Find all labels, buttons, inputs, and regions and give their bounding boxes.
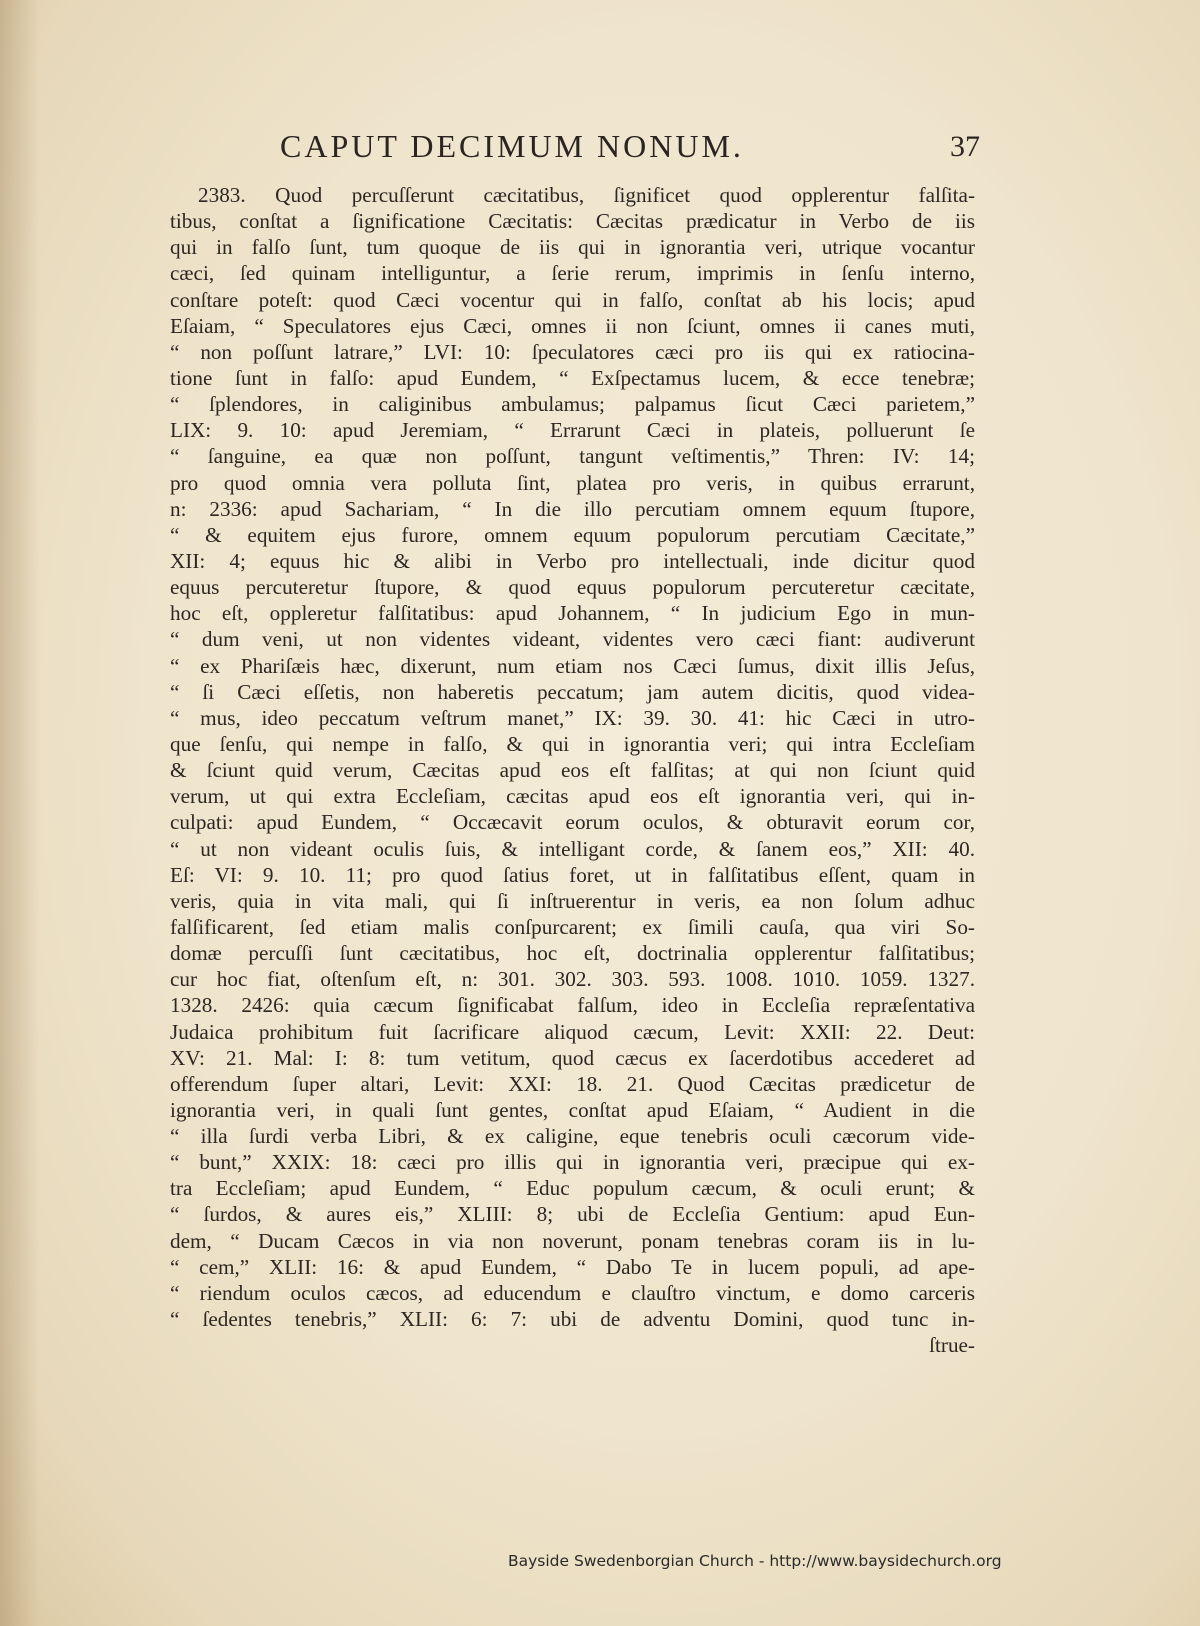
text-line: conſtare poteſt: quod Cæci vocentur qui in falſo, conſtat ab his locis; apud bbox=[170, 287, 975, 312]
text-line: culpati: apud Eundem, “ Occæcavit eorum oculos, & obturavit eorum cor, bbox=[170, 810, 975, 835]
text-line: pro quod omnia vera polluta ſint, platea pro veris, in quibus errarunt, bbox=[170, 470, 975, 495]
text-line: “ ut non videant oculis ſuis, & intelligant corde, & ſanem eos,” XII: 40. bbox=[170, 836, 975, 861]
text-line: “ bunt,” XXIX: 18: cæci pro illis qui in ignorantia veri, præcipue qui ex- bbox=[170, 1150, 975, 1175]
text-line: dem, “ Ducam Cæcos in via non noverunt, ponam tenebras coram iis in lu- bbox=[170, 1228, 975, 1253]
text-line: domæ percuſſi ſunt cæcitatibus, hoc eſt, doctrinalia opplerentur falſitatibus; bbox=[170, 941, 975, 966]
text-line: falſificarent, ſed etiam malis conſpurcarent; ex ſimili cauſa, qua viri So- bbox=[170, 914, 975, 939]
body-text bbox=[170, 182, 975, 1358]
text-line: verum, ut qui extra Eccleſiam, cæcitas apud eos eſt ignorantia veri, qui in- bbox=[170, 784, 975, 809]
text-line: 1328. 2426: quia cæcum ſignificabat falſum, ideo in Eccleſia repræſentativa bbox=[170, 993, 975, 1018]
text-line: que ſenſu, qui nempe in falſo, & qui in ignorantia veri; qui intra Eccleſiam bbox=[170, 731, 975, 756]
catchword: ſtrue- bbox=[929, 1333, 975, 1358]
text-line: “ illa ſurdi verba Libri, & ex caligine, eque tenebris oculi cæcorum vide- bbox=[170, 1124, 975, 1149]
page-number: 37 bbox=[950, 130, 980, 163]
text-line: n: 2336: apud Sachariam, “ In die illo percutiam omnem equum ſtupore, bbox=[170, 496, 975, 521]
text-line: “ riendum oculos cæcos, ad educendum e clauſtro vinctum, e domo carceris bbox=[170, 1280, 975, 1305]
text-line: cur hoc fiat, oſtenſum eſt, n: 301. 302. 303. 593. 1008. 1010. 1059. 1327. bbox=[170, 967, 975, 992]
text-line: “ ſedentes tenebris,” XLII: 6: 7: ubi de adventu Domini, quod tunc in- bbox=[170, 1307, 975, 1332]
text-line: offerendum ſuper altari, Levit: XXI: 18. 21. Quod Cæcitas prædicetur de bbox=[170, 1071, 975, 1096]
text-line: tibus, conſtat a ſignificatione Cæcitatis: Cæcitas prædicatur in Verbo de iis bbox=[170, 209, 975, 234]
text-line: “ cem,” XLII: 16: & apud Eundem, “ Dabo Te in lucem populi, ad ape- bbox=[170, 1254, 975, 1279]
text-line: qui in falſo ſunt, tum quoque de iis qui in ignorantia veri, utrique vocantur bbox=[170, 235, 975, 260]
text-line: cæci, ſed quinam intelliguntur, a ſerie rerum, imprimis in ſenſu interno, bbox=[170, 261, 975, 286]
text-line: Judaica prohibitum fuit ſacrificare aliquod cæcum, Levit: XXII: 22. Deut: bbox=[170, 1019, 975, 1044]
text-line: “ ſanguine, ea quæ non poſſunt, tangunt veſtimentis,” Thren: IV: 14; bbox=[170, 444, 975, 469]
text-line: equus percuteretur ſtupore, & quod equus populorum percuteretur cæcitate, bbox=[170, 575, 975, 600]
text-line: “ & equitem ejus furore, omnem equum populorum percutiam Cæcitate,” bbox=[170, 522, 975, 547]
text-line: “ non poſſunt latrare,” LVI: 10: ſpeculatores cæci pro iis qui ex ratiocina- bbox=[170, 339, 975, 364]
text-line: tra Eccleſiam; apud Eundem, “ Educ populum cæcum, & oculi erunt; & bbox=[170, 1176, 975, 1201]
text-line: LIX: 9. 10: apud Jeremiam, “ Errarunt Cæci in plateis, polluerunt ſe bbox=[170, 418, 975, 443]
text-line: XII: 4; equus hic & alibi in Verbo pro intellectuali, inde dicitur quod bbox=[170, 548, 975, 573]
text-line: veris, quia in vita mali, qui ſi inſtruerentur in veris, ea non ſolum adhuc bbox=[170, 888, 975, 913]
text-line: XV: 21. Mal: I: 8: tum vetitum, quod cæcus ex ſacerdotibus accederet ad bbox=[170, 1045, 975, 1070]
text-line: 2383. Quod percuſſerunt cæcitatibus, ſignificet quod opplerentur falſita- bbox=[198, 183, 975, 207]
text-line: & ſciunt quid verum, Cæcitas apud eos eſt falſitas; at qui non ſciunt quid bbox=[170, 758, 975, 783]
text-line: hoc eſt, oppleretur falſitatibus: apud Johannem, “ In judicium Ego in mun- bbox=[170, 601, 975, 626]
running-title: CAPUT DECIMUM NONUM. bbox=[280, 128, 744, 164]
text-line: tione ſunt in falſo: apud Eundem, “ Exſpectamus lucem, & ecce tenebræ; bbox=[170, 365, 975, 390]
text-line: “ mus, ideo peccatum veſtrum manet,” IX: 39. 30. 41: hic Cæci in utro- bbox=[170, 705, 975, 730]
text-line: “ ex Phariſæis hæc, dixerunt, num etiam nos Cæci ſumus, dixit illis Jeſus, bbox=[170, 653, 975, 678]
text-line: Eſaiam, “ Speculatores ejus Cæci, omnes ii non ſciunt, omnes ii canes muti, bbox=[170, 313, 975, 338]
text-line: “ dum veni, ut non videntes videant, videntes vero cæci fiant: audiverunt bbox=[170, 627, 975, 652]
page-header bbox=[280, 128, 980, 178]
text-line: “ ſurdos, & aures eis,” XLIII: 8; ubi de Eccleſia Gentium: apud Eun- bbox=[170, 1202, 975, 1227]
text-line: Eſ: VI: 9. 10. 11; pro quod ſatius foret, ut in falſitatibus eſſent, quam in bbox=[170, 862, 975, 887]
text-line: “ ſi Cæci eſſetis, non haberetis peccatum; jam autem dicitis, quod videa- bbox=[170, 679, 975, 704]
text-line: “ ſplendores, in caliginibus ambulamus; palpamus ſicut Cæci parietem,” bbox=[170, 392, 975, 417]
text-line: ignorantia veri, in quali ſunt gentes, conſtat apud Eſaiam, “ Audient in die bbox=[170, 1097, 975, 1122]
footer-credit: Bayside Swedenborgian Church - http://www.baysidechurch.org bbox=[508, 1552, 1002, 1570]
